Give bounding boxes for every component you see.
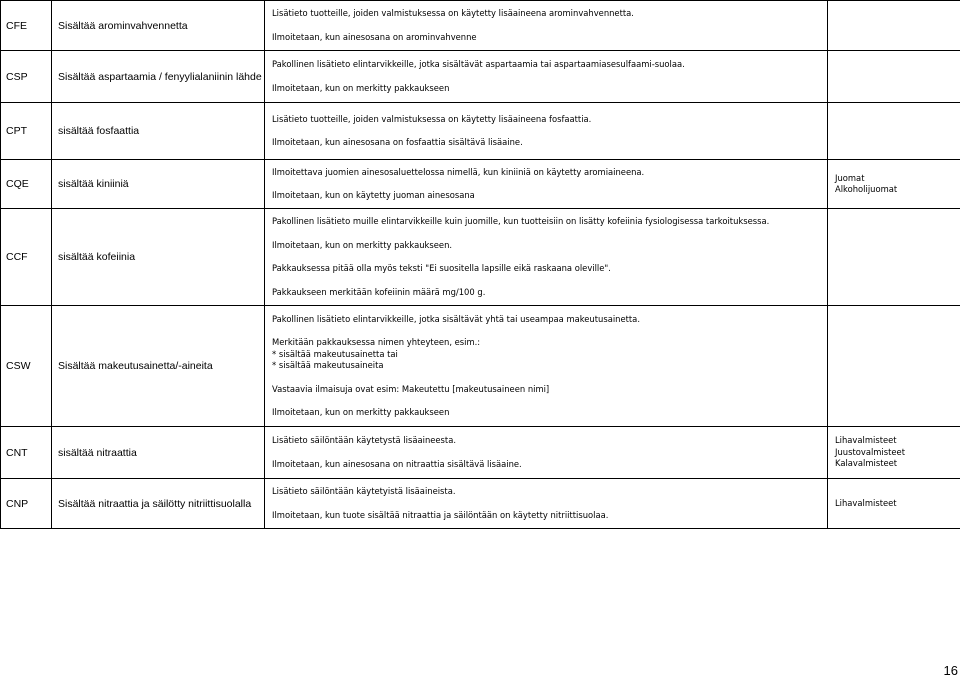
row-name: sisältää kofeiinia [52,209,265,306]
product-category: Kalavalmisteet [835,458,898,469]
row-description [265,427,828,479]
description-line: Ilmoitetaan, kun tuote sisältää nitraattia ja säilöntään on käytetty nitriittisuolaa. [272,509,609,520]
table-row [1,103,960,160]
row-description [265,306,828,427]
row-description [265,209,828,306]
description-line: Pakollinen lisätieto elintarvikkeille, jotka sisältävät yhtä tai useampaa makeutusainetta. [272,313,640,324]
row-products [828,209,960,306]
row-description [265,103,828,160]
product-category: Lihavalmisteet [835,435,897,446]
description-line: Ilmoitetaan, kun ainesosana on arominvahvenne [272,31,477,42]
description-line: Lisätieto säilöntään käytetyistä lisäaineista. [272,486,456,496]
table-row [1,160,960,209]
description-line: * sisältää makeutusaineita [272,360,384,370]
description-line: Vastaavia ilmaisuja ovat esim: Makeutettu [makeutusaineen nimi] [272,383,550,394]
row-code: CFE [1,1,52,51]
table-row [1,479,960,529]
page-number: 16 [943,663,958,678]
description-line: Ilmoitettava juomien ainesosaluettelossa nimellä, kun kiniiniä on käytetty aromiaineena. [272,166,645,177]
description-line: Ilmoitetaan, kun ainesosana on nitraattia sisältävä lisäaine. [272,458,522,469]
description-line: Ilmoitetaan, kun ainesosana on fosfaattia sisältävä lisäaine. [272,137,523,147]
row-products [828,51,960,103]
product-category: Juustovalmisteet [835,446,905,457]
product-category: Juomat [835,172,865,183]
description-line: Pakollinen lisätieto muille elintarvikkeille kuin juomille, kun tuotteisiin on lisätty kofeiinia fysiologisessa tarkoituksessa. [272,216,770,226]
row-name: Sisältää makeutusainetta/-aineita [52,306,265,427]
row-name: sisältää kiniiniä [52,160,265,209]
product-category: Alkoholijuomat [835,184,898,194]
description-line: Ilmoitetaan, kun on merkitty pakkaukseen [272,407,450,417]
row-description [265,51,828,103]
table-row [1,1,960,51]
row-name: sisältää nitraattia [52,427,265,479]
row-description [265,160,828,209]
description-line: Ilmoitetaan, kun on merkitty pakkaukseen [272,82,450,93]
product-category: Lihavalmisteet [835,497,897,508]
description-line: * sisältää makeutusainetta tai [272,348,398,359]
row-products [828,427,960,479]
row-code: CSW [1,306,52,427]
table-row [1,209,960,306]
row-name: Sisältää nitraattia ja säilötty nitriittisuolalla [52,479,265,529]
row-description [265,1,828,51]
row-code: CNT [1,427,52,479]
table-row [1,51,960,103]
row-name: sisältää fosfaattia [52,103,265,160]
description-line: Lisätieto tuotteille, joiden valmistuksessa on käytetty lisäaineena fosfaattia. [272,113,592,124]
description-line: Ilmoitetaan, kun on merkitty pakkaukseen. [272,239,453,250]
description-line: Pakollinen lisätieto elintarvikkeille, jotka sisältävät aspartaamia tai aspartaamiasesulfaami-suolaa. [272,59,685,69]
description-line: Pakkaukseen merkitään kofeiinin määrä mg/100 g. [272,286,486,297]
table-row [1,427,960,479]
row-products [828,1,960,51]
row-code: CNP [1,479,52,529]
description-line: Pakkauksessa pitää olla myös teksti "Ei suositella lapsille eikä raskaana oleville". [272,263,611,273]
row-description [265,479,828,529]
row-products [828,479,960,529]
row-code: CSP [1,51,52,103]
description-line: Lisätieto tuotteille, joiden valmistuksessa on käytetty lisäaineena arominvahvennetta. [272,8,634,18]
row-products [828,160,960,209]
row-products [828,306,960,427]
table-row [1,306,960,427]
row-products [828,103,960,160]
row-name: Sisältää arominvahvennetta [52,1,265,51]
description-line: Ilmoitetaan, kun on käytetty juoman ainesosana [272,190,475,200]
row-code: CCF [1,209,52,306]
row-code: CQE [1,160,52,209]
row-name: Sisältää aspartaamia / fenyylialaniinin lähde [52,51,265,103]
description-line: Merkitään pakkauksessa nimen yhteyteen, esim.: [272,337,481,347]
row-code: CPT [1,103,52,160]
description-line: Lisätieto säilöntään käytetystä lisäaineesta. [272,435,456,445]
